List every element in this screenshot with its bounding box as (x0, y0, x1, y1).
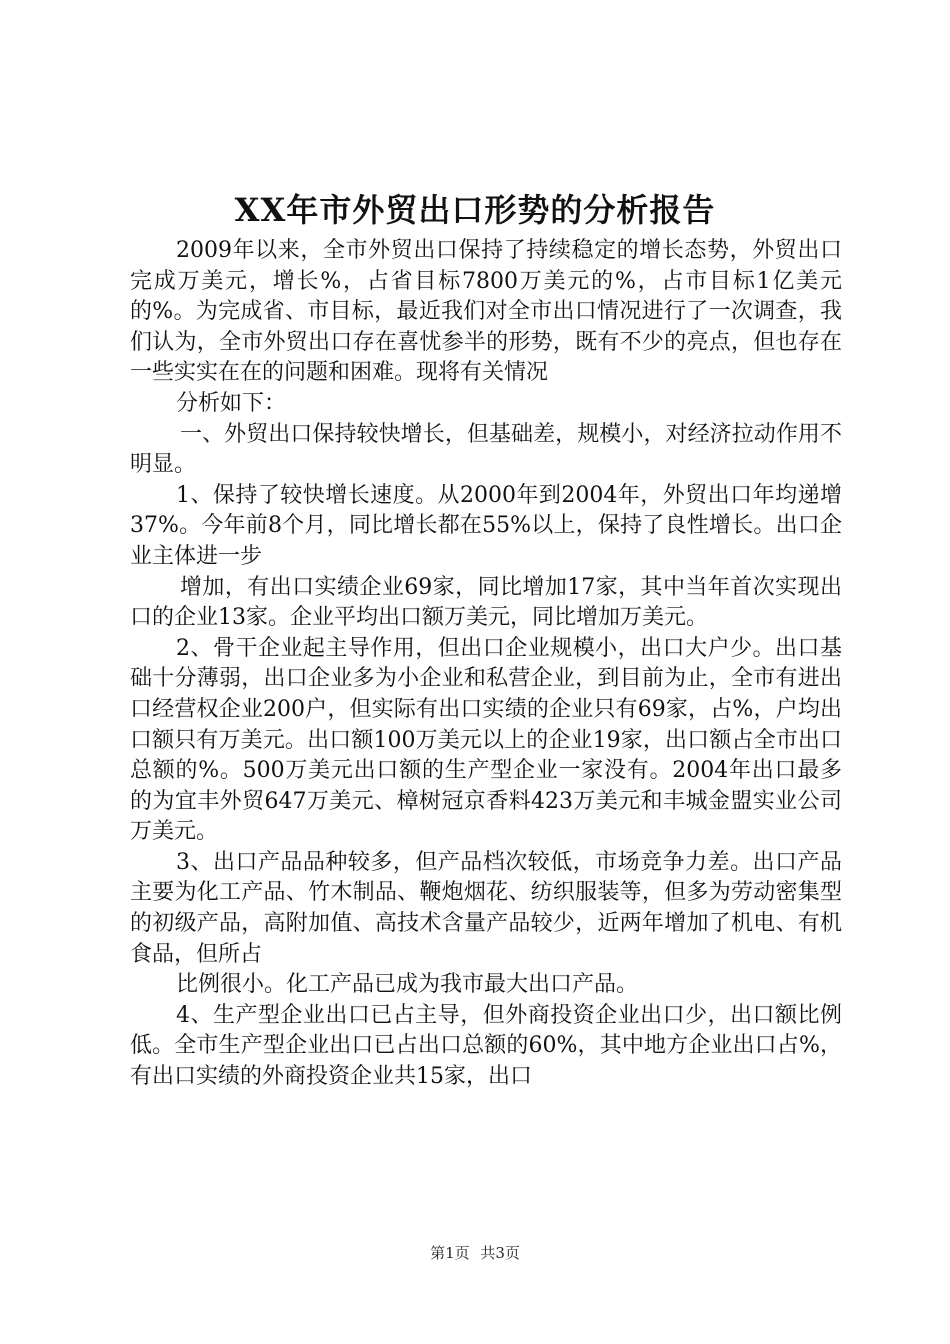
paragraph-item-1: 1、保持了较快增长速度。从2000年到2004年，外贸出口年均递增37%。今年前8个月，同比增长都在55%以上，保持了良性增长。出口企业主体进一步 (130, 482, 842, 569)
paragraph-item-4: 4、生产型企业出口已占主导，但外商投资企业出口少，出口额比例低。全市生产型企业出口已占出口总额的60%，其中地方企业出口占%，有出口实绩的外商投资企业共15家，出口 (130, 1002, 842, 1090)
paragraph-item-1-continued: 增加，有出口实绩企业69家，同比增加17家，其中当年首次实现出口的企业13家。企业平均出口额万美元，同比增加万美元。 (130, 574, 842, 631)
paragraph-section-1-heading: 一、外贸出口保持较快增长，但基础差，规模小，对经济拉动作用不明显。 (130, 421, 842, 478)
paragraph-item-3-continued: 比例很小。化工产品已成为我市最大出口产品。 (176, 972, 639, 998)
page-footer (0, 1242, 950, 1264)
page-total: 共3页 (480, 1244, 520, 1262)
document-title: XX年市外贸出口形势的分析报告 (234, 191, 716, 229)
paragraph-analysis-lead: 分析如下： (176, 390, 287, 416)
paragraph-intro: 2009年以来，全市外贸出口保持了持续稳定的增长态势，外贸出口完成万美元，增长%，占省目标7800万美元的%，占市目标1亿美元的%。为完成省、市目标，最近我们对全市出口情况进行了一次调查，我们认为，全市外贸出口存在喜忧参半的形势，既有不少的亮点，但也存在一些实实在在的问题和困难。现将有关情况 (130, 238, 842, 386)
paragraph-item-3: 3、出口产品品种较多，但产品档次较低，市场竞争力差。出口产品主要为化工产品、竹木制品、鞭炮烟花、纺织服装等，但多为劳动密集型的初级产品，高附加值、高技术含量产品较少，近两年增加了机电、有机食品，但所占 (130, 849, 842, 967)
document-body (130, 236, 842, 1093)
paragraph-item-2: 2、骨干企业起主导作用，但出口企业规模小，出口大户少。出口基础十分薄弱，出口企业多为小企业和私营企业，到目前为止，全市有进出口经营权企业200户，但实际有出口实绩的企业只有69家，占%，户均出口额只有万美元。出口额100万美元以上的企业19家，出口额占全市出口总额的%。500万美元出口额的生产型企业一家没有。2004年出口最多的为宜丰外贸647万美元、樟树冠京香料423万美元和丰城金盟实业公司万美元。 (130, 635, 842, 845)
page-number: 第1页 (430, 1244, 470, 1262)
